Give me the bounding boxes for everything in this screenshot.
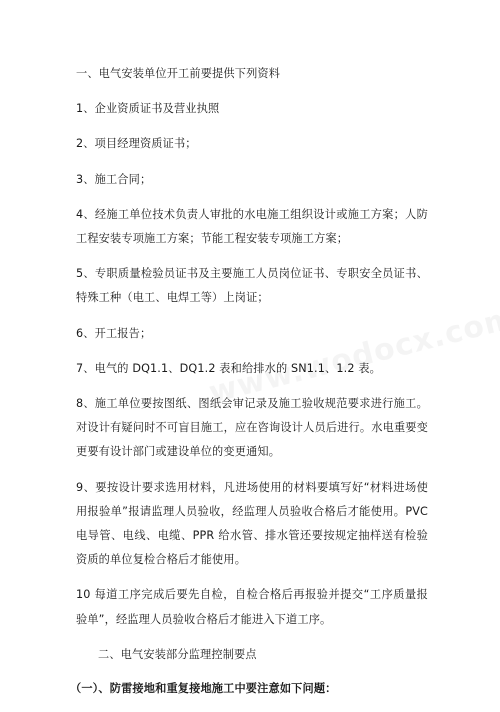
section2-subheading: （一）、防雷接地和重复接地施工中要注意如下问题： [70,682,337,696]
document-body [70,62,428,712]
list-item-4: 4、经施工单位技术负责人审批的水电施工组织设计或施工方案；人防工程安装专项施工方案；节能工程安装专项施工方案； [76,207,428,246]
list-item-1: 1、企业资质证书及营业执照 [76,102,220,116]
list-item-9: 9、要按设计要求选用材料，凡进场使用的材料要填写好“材料进场使用报验单”报请监理人员验收，经监理人员验收合格后才能使用。PVC 电导管、电线、电缆、PPR 给水管、排水管还要按规定抽样送有检验资质的单位复检合格后才能使用。 [76,480,428,567]
list-item-2: 2、项目经理资质证书； [76,137,197,151]
section1-heading: 一、电气安装单位开工前要提供下列资料 [76,67,281,80]
list-item-6: 6、开工报告； [76,326,152,340]
list-item-7: 7、电气的 DQ1.1、DQ1.2 表和给排水的 SN1.1、1.2 表。 [76,361,381,375]
section2-heading: 二、电气安装部分监理控制要点 [98,647,257,661]
list-item-5: 5、专职质量检验员证书及主要施工人员岗位证书、专职安全员证书、特殊工种（电工、电焊工等）上岗证； [76,267,428,305]
list-item-3: 3、施工合同； [76,172,152,186]
list-item-8: 8、施工单位要按图纸、图纸会审记录及施工验收规范要求进行施工。对设计有疑问时不可盲目施工，应在咨询设计人员后进行。水电重要变更要有设计部门或建设单位的变更通知。 [76,397,428,459]
list-item-10: 10 每道工序完成后要先自检，自检合格后再报验并提交“工序质量报验单”，经监理人员验收合格后才能进入下道工序。 [76,588,428,626]
